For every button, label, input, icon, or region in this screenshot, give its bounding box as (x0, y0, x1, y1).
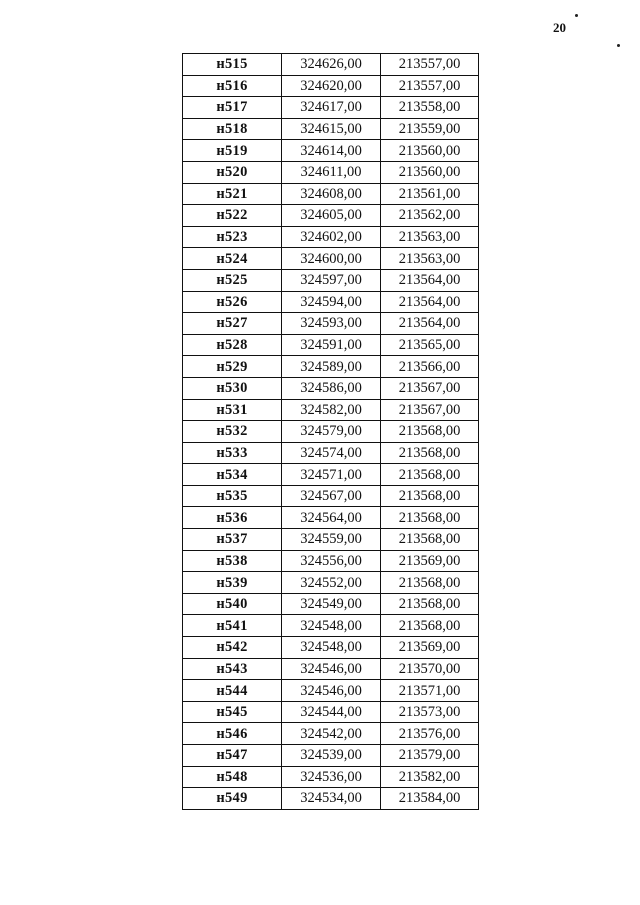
x-coordinate-cell: 324544,00 (282, 701, 381, 723)
y-coordinate-cell: 213559,00 (381, 118, 479, 140)
table-row (183, 226, 479, 248)
point-id-cell: н529 (183, 356, 282, 378)
x-coordinate-cell: 324602,00 (282, 226, 381, 248)
table-row (183, 723, 479, 745)
table-row (183, 766, 479, 788)
point-id-cell: н528 (183, 334, 282, 356)
y-coordinate-cell: 213568,00 (381, 507, 479, 529)
x-coordinate-cell: 324556,00 (282, 550, 381, 572)
table-row (183, 615, 479, 637)
point-id-cell: н536 (183, 507, 282, 529)
y-coordinate-cell: 213557,00 (381, 75, 479, 97)
point-id-cell: н520 (183, 161, 282, 183)
y-coordinate-cell: 213568,00 (381, 529, 479, 551)
y-coordinate-cell: 213567,00 (381, 377, 479, 399)
x-coordinate-cell: 324582,00 (282, 399, 381, 421)
table-row (183, 421, 479, 443)
table-row (183, 161, 479, 183)
point-id-cell: н527 (183, 313, 282, 335)
point-id-cell: н549 (183, 788, 282, 810)
table-row (183, 529, 479, 551)
point-id-cell: н524 (183, 248, 282, 270)
point-id-cell: н541 (183, 615, 282, 637)
x-coordinate-cell: 324617,00 (282, 97, 381, 119)
x-coordinate-cell: 324534,00 (282, 788, 381, 810)
x-coordinate-cell: 324605,00 (282, 205, 381, 227)
point-id-cell: н534 (183, 464, 282, 486)
table-row (183, 485, 479, 507)
y-coordinate-cell: 213579,00 (381, 745, 479, 767)
x-coordinate-cell: 324549,00 (282, 593, 381, 615)
y-coordinate-cell: 213569,00 (381, 637, 479, 659)
point-id-cell: н526 (183, 291, 282, 313)
table-row (183, 248, 479, 270)
y-coordinate-cell: 213569,00 (381, 550, 479, 572)
table-row (183, 464, 479, 486)
y-coordinate-cell: 213568,00 (381, 593, 479, 615)
y-coordinate-cell: 213576,00 (381, 723, 479, 745)
x-coordinate-cell: 324615,00 (282, 118, 381, 140)
point-id-cell: н535 (183, 485, 282, 507)
coordinates-table-body (183, 54, 479, 810)
point-id-cell: н531 (183, 399, 282, 421)
x-coordinate-cell: 324559,00 (282, 529, 381, 551)
x-coordinate-cell: 324548,00 (282, 615, 381, 637)
y-coordinate-cell: 213564,00 (381, 291, 479, 313)
table-row (183, 745, 479, 767)
scan-speck (575, 14, 578, 17)
y-coordinate-cell: 213565,00 (381, 334, 479, 356)
y-coordinate-cell: 213571,00 (381, 680, 479, 702)
x-coordinate-cell: 324589,00 (282, 356, 381, 378)
y-coordinate-cell: 213568,00 (381, 485, 479, 507)
table-row (183, 291, 479, 313)
table-row (183, 507, 479, 529)
x-coordinate-cell: 324586,00 (282, 377, 381, 399)
page-number: 20 (553, 20, 566, 35)
scan-speck (617, 44, 620, 47)
table-row (183, 550, 479, 572)
y-coordinate-cell: 213567,00 (381, 399, 479, 421)
point-id-cell: н532 (183, 421, 282, 443)
y-coordinate-cell: 213564,00 (381, 269, 479, 291)
y-coordinate-cell: 213568,00 (381, 464, 479, 486)
x-coordinate-cell: 324546,00 (282, 680, 381, 702)
y-coordinate-cell: 213563,00 (381, 248, 479, 270)
table-row (183, 140, 479, 162)
table-row (183, 269, 479, 291)
point-id-cell: н539 (183, 572, 282, 594)
x-coordinate-cell: 324620,00 (282, 75, 381, 97)
point-id-cell: н543 (183, 658, 282, 680)
x-coordinate-cell: 324597,00 (282, 269, 381, 291)
point-id-cell: н533 (183, 442, 282, 464)
point-id-cell: н547 (183, 745, 282, 767)
y-coordinate-cell: 213582,00 (381, 766, 479, 788)
table-row (183, 334, 479, 356)
y-coordinate-cell: 213568,00 (381, 572, 479, 594)
y-coordinate-cell: 213566,00 (381, 356, 479, 378)
point-id-cell: н517 (183, 97, 282, 119)
x-coordinate-cell: 324539,00 (282, 745, 381, 767)
point-id-cell: н545 (183, 701, 282, 723)
table-row (183, 97, 479, 119)
table-row (183, 572, 479, 594)
table-row (183, 680, 479, 702)
y-coordinate-cell: 213573,00 (381, 701, 479, 723)
x-coordinate-cell: 324548,00 (282, 637, 381, 659)
table-row (183, 313, 479, 335)
x-coordinate-cell: 324608,00 (282, 183, 381, 205)
point-id-cell: н523 (183, 226, 282, 248)
y-coordinate-cell: 213568,00 (381, 442, 479, 464)
x-coordinate-cell: 324591,00 (282, 334, 381, 356)
point-id-cell: н546 (183, 723, 282, 745)
x-coordinate-cell: 324611,00 (282, 161, 381, 183)
point-id-cell: н516 (183, 75, 282, 97)
point-id-cell: н530 (183, 377, 282, 399)
point-id-cell: н525 (183, 269, 282, 291)
table-row (183, 658, 479, 680)
point-id-cell: н548 (183, 766, 282, 788)
table-row (183, 701, 479, 723)
y-coordinate-cell: 213568,00 (381, 615, 479, 637)
table-row (183, 377, 479, 399)
point-id-cell: н521 (183, 183, 282, 205)
coordinates-table (182, 53, 479, 810)
x-coordinate-cell: 324614,00 (282, 140, 381, 162)
table-row (183, 442, 479, 464)
x-coordinate-cell: 324626,00 (282, 54, 381, 76)
x-coordinate-cell: 324574,00 (282, 442, 381, 464)
y-coordinate-cell: 213561,00 (381, 183, 479, 205)
point-id-cell: н538 (183, 550, 282, 572)
x-coordinate-cell: 324564,00 (282, 507, 381, 529)
table-row (183, 788, 479, 810)
table-row (183, 75, 479, 97)
x-coordinate-cell: 324579,00 (282, 421, 381, 443)
y-coordinate-cell: 213560,00 (381, 140, 479, 162)
y-coordinate-cell: 213557,00 (381, 54, 479, 76)
table-row (183, 356, 479, 378)
y-coordinate-cell: 213560,00 (381, 161, 479, 183)
table-row (183, 399, 479, 421)
x-coordinate-cell: 324536,00 (282, 766, 381, 788)
table-row (183, 54, 479, 76)
table-row (183, 205, 479, 227)
point-id-cell: н542 (183, 637, 282, 659)
table-row (183, 183, 479, 205)
table-row (183, 593, 479, 615)
x-coordinate-cell: 324542,00 (282, 723, 381, 745)
y-coordinate-cell: 213568,00 (381, 421, 479, 443)
x-coordinate-cell: 324571,00 (282, 464, 381, 486)
y-coordinate-cell: 213564,00 (381, 313, 479, 335)
x-coordinate-cell: 324546,00 (282, 658, 381, 680)
y-coordinate-cell: 213563,00 (381, 226, 479, 248)
x-coordinate-cell: 324567,00 (282, 485, 381, 507)
point-id-cell: н518 (183, 118, 282, 140)
y-coordinate-cell: 213584,00 (381, 788, 479, 810)
x-coordinate-cell: 324600,00 (282, 248, 381, 270)
table-row (183, 637, 479, 659)
x-coordinate-cell: 324552,00 (282, 572, 381, 594)
point-id-cell: н544 (183, 680, 282, 702)
point-id-cell: н537 (183, 529, 282, 551)
point-id-cell: н540 (183, 593, 282, 615)
point-id-cell: н519 (183, 140, 282, 162)
point-id-cell: н515 (183, 54, 282, 76)
x-coordinate-cell: 324594,00 (282, 291, 381, 313)
point-id-cell: н522 (183, 205, 282, 227)
y-coordinate-cell: 213570,00 (381, 658, 479, 680)
y-coordinate-cell: 213562,00 (381, 205, 479, 227)
table-row (183, 118, 479, 140)
x-coordinate-cell: 324593,00 (282, 313, 381, 335)
y-coordinate-cell: 213558,00 (381, 97, 479, 119)
